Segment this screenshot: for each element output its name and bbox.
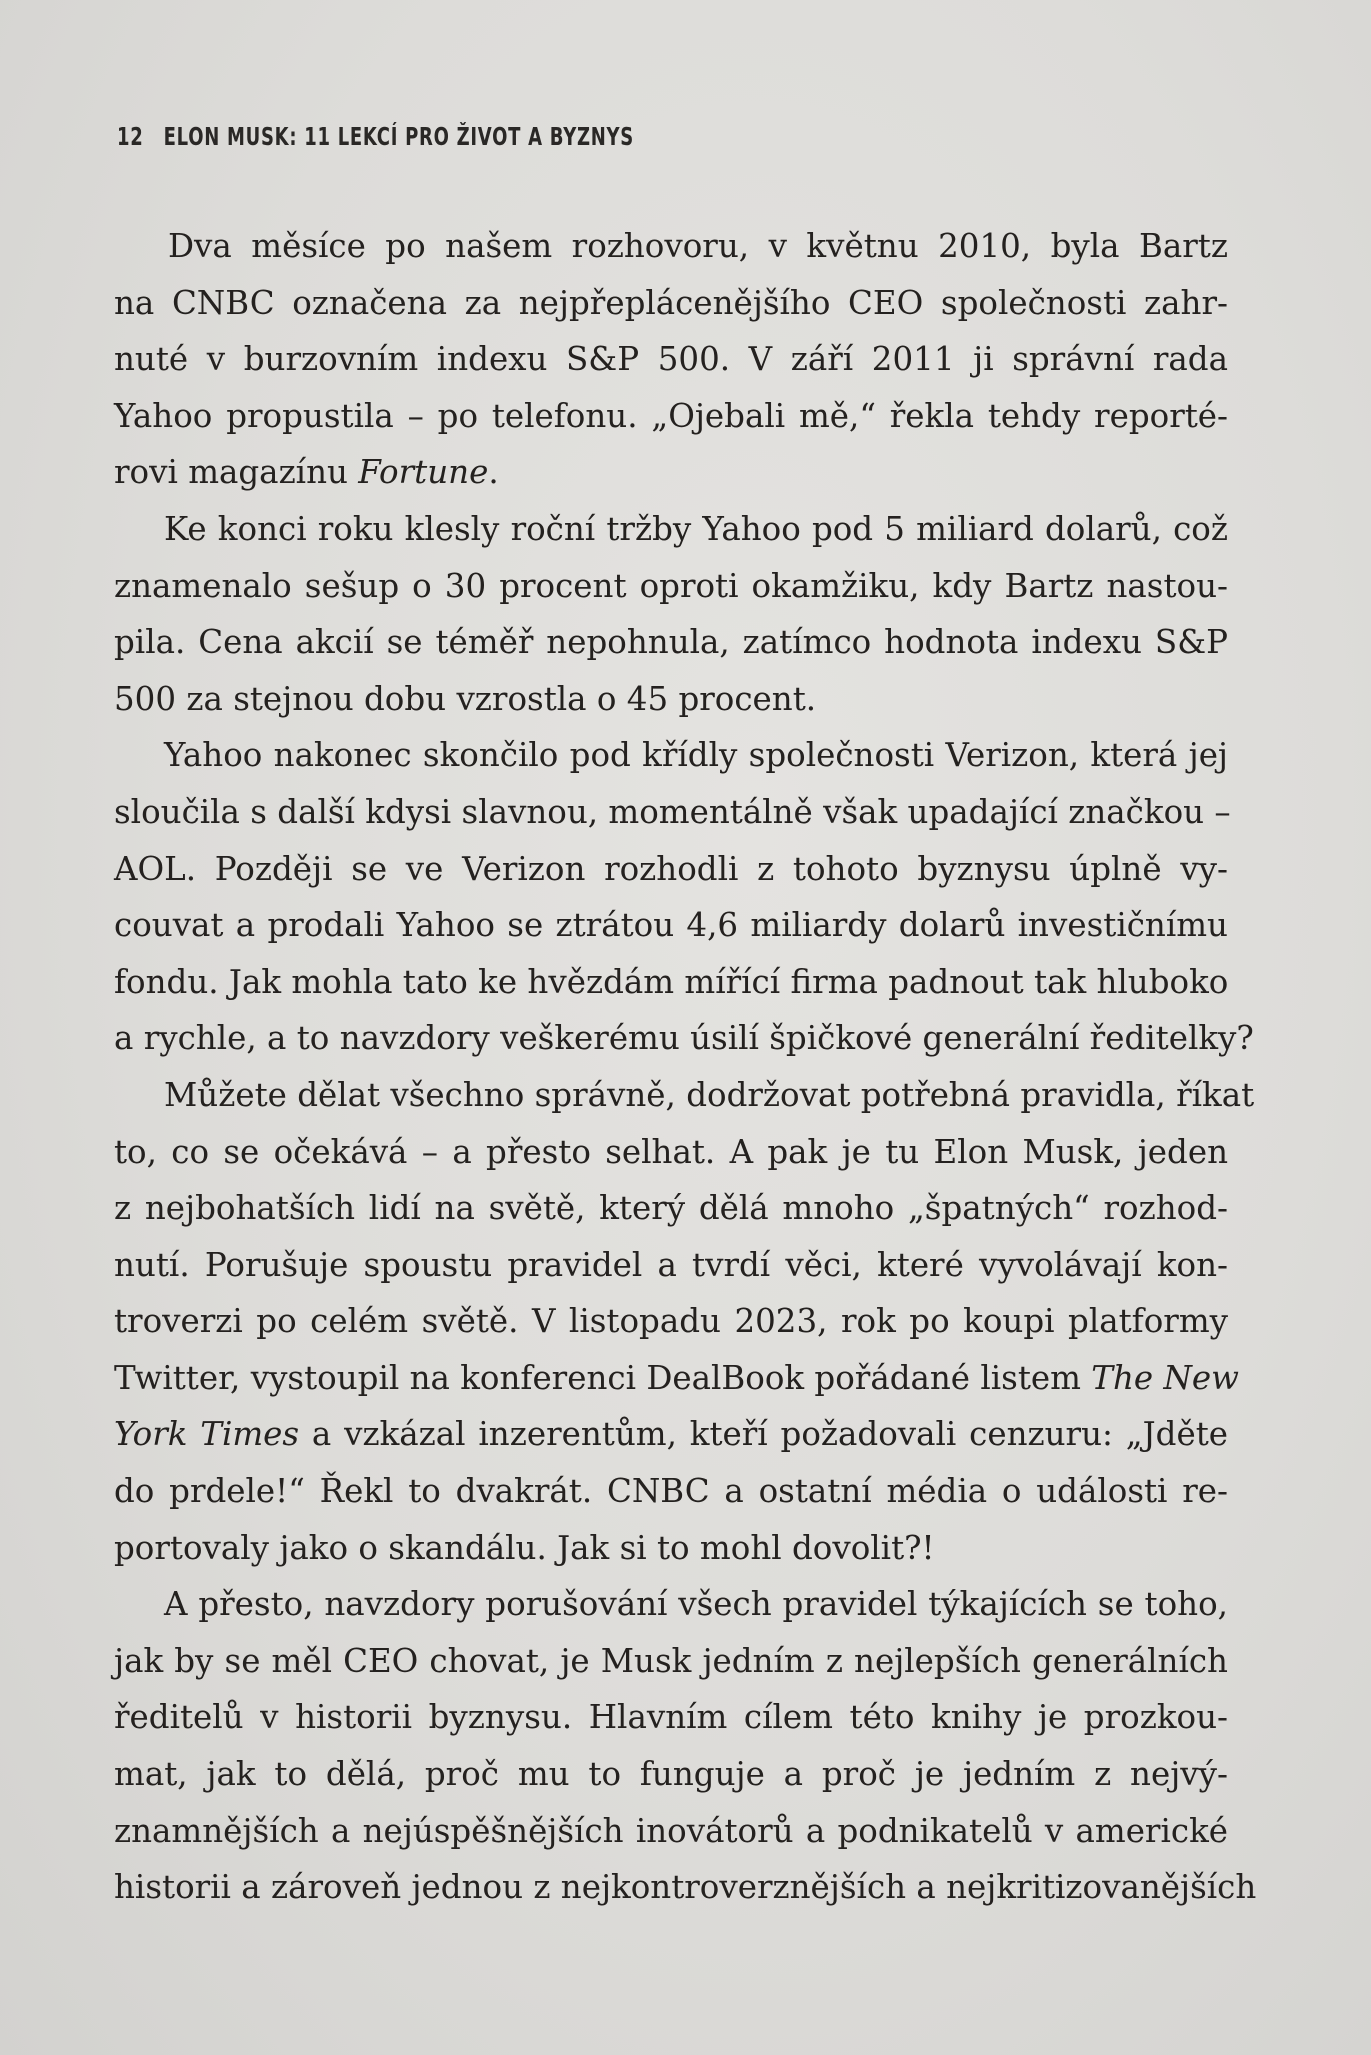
text-line: Můžete dělat všechno správně, dodržovat potřebná pravidla, říkat [164, 1075, 1255, 1114]
text-line: troverzi po celém světě. V listopadu 2023, rok po koupi platformy [114, 1302, 1228, 1341]
text-line [114, 1350, 1239, 1407]
text-line: to, co se očekává – a přesto selhat. A pak je tu Elon Musk, jeden [114, 1132, 1228, 1171]
text-line: do prdele!“ Řekl to dvakrát. CNBC a ostatní média o události re- [114, 1472, 1228, 1511]
text-line: mat, jak to dělá, proč mu to funguje a proč je jedním z nejvý- [114, 1755, 1228, 1794]
text-line: sloučila s další kdysi slavnou, momentálně však upadající značkou – [114, 792, 1231, 831]
text-run: . [488, 453, 499, 492]
text-line: couvat a prodali Yahoo se ztrátou 4,6 miliardy dolarů investičnímu [114, 906, 1228, 945]
text-line: A přesto, navzdory porušování všech pravidel týkajících se toho, [164, 1585, 1228, 1624]
text-line [114, 1406, 1228, 1463]
text-line: 500 za stejnou dobu vzrostla o 45 procent. [114, 679, 817, 718]
page-number: 12 [117, 122, 144, 151]
text-line: nutí. Porušuje spoustu pravidel a tvrdí věci, které vyvolávají kon- [114, 1245, 1228, 1284]
text-line: a rychle, a to navzdory veškerému úsilí špičkové generální ředitelky? [114, 1019, 1254, 1058]
body-text [114, 218, 1257, 1916]
text-line: znamenalo sešup o 30 procent oproti okamžiku, kdy Bartz nastou- [114, 566, 1228, 605]
text-run: a vzkázal inzerentům, kteří požadovali cenzuru: „Jděte [299, 1415, 1228, 1454]
paragraph-1 [114, 218, 1228, 501]
book-title: ELON MUSK: 11 LEKCÍ PRO ŽIVOT A BYZNYS [163, 122, 634, 151]
text-run: rovi magazínu [114, 453, 359, 492]
text-line: pila. Cena akcií se téměř nepohnula, zatímco hodnota indexu S&P [114, 623, 1228, 662]
text-line: Ke konci roku klesly roční tržby Yahoo pod 5 miliard dolarů, což [164, 509, 1228, 548]
paragraph-5 [114, 1576, 1257, 1916]
text-line: Dva měsíce po našem rozhovoru, v květnu 2010, byla Bartz [168, 227, 1228, 265]
paragraph-4 [114, 1067, 1255, 1576]
text-line: historii a zároveň jednou z nejkontroverznějších a nejkritizovanějších [114, 1868, 1257, 1907]
text-line: na CNBC označena za nejpřeplácenějšího CEO společnosti zahr- [114, 283, 1228, 322]
publication-title-fortune: Fortune [358, 453, 489, 492]
paragraph-2 [114, 501, 1228, 727]
text-line: ředitelů v historii byznysu. Hlavním cílem této knihy je prozkou- [114, 1698, 1228, 1737]
text-line: nuté v burzovním indexu S&P 500. V září 2011 ji správní rada [114, 340, 1228, 379]
text-line: AOL. Později se ve Verizon rozhodli z tohoto byznysu úplně vy- [114, 849, 1228, 888]
text-line: fondu. Jak mohla tato ke hvězdám mířící firma padnout tak hluboko [114, 962, 1229, 1001]
text-line: jak by se měl CEO chovat, je Musk jedním z nejlepších generálních [114, 1641, 1228, 1680]
text-line: Yahoo propustila – po telefonu. „Ojebali mě,“ řekla tehdy reporté- [114, 396, 1228, 435]
text-line: Yahoo nakonec skončilo pod křídly společnosti Verizon, která jej [164, 736, 1228, 775]
text-line: znamnějších a nejúspěšnějších inovátorů a podnikatelů v americké [114, 1811, 1228, 1850]
text-run: Twitter, vystoupil na konferenci DealBook pořádané listem [114, 1358, 1092, 1397]
text-line: portovaly jako o skandálu. Jak si to mohl dovolit?! [114, 1528, 935, 1567]
paragraph-3 [114, 727, 1254, 1067]
text-line [114, 444, 1228, 501]
publication-title-nyt-part-2: York Times [114, 1415, 300, 1454]
running-head [117, 122, 634, 151]
text-line: z nejbohatších lidí na světě, který dělá mnoho „špatných“ rozhod- [114, 1189, 1228, 1228]
publication-title-nyt-part-1: The New [1091, 1358, 1239, 1397]
